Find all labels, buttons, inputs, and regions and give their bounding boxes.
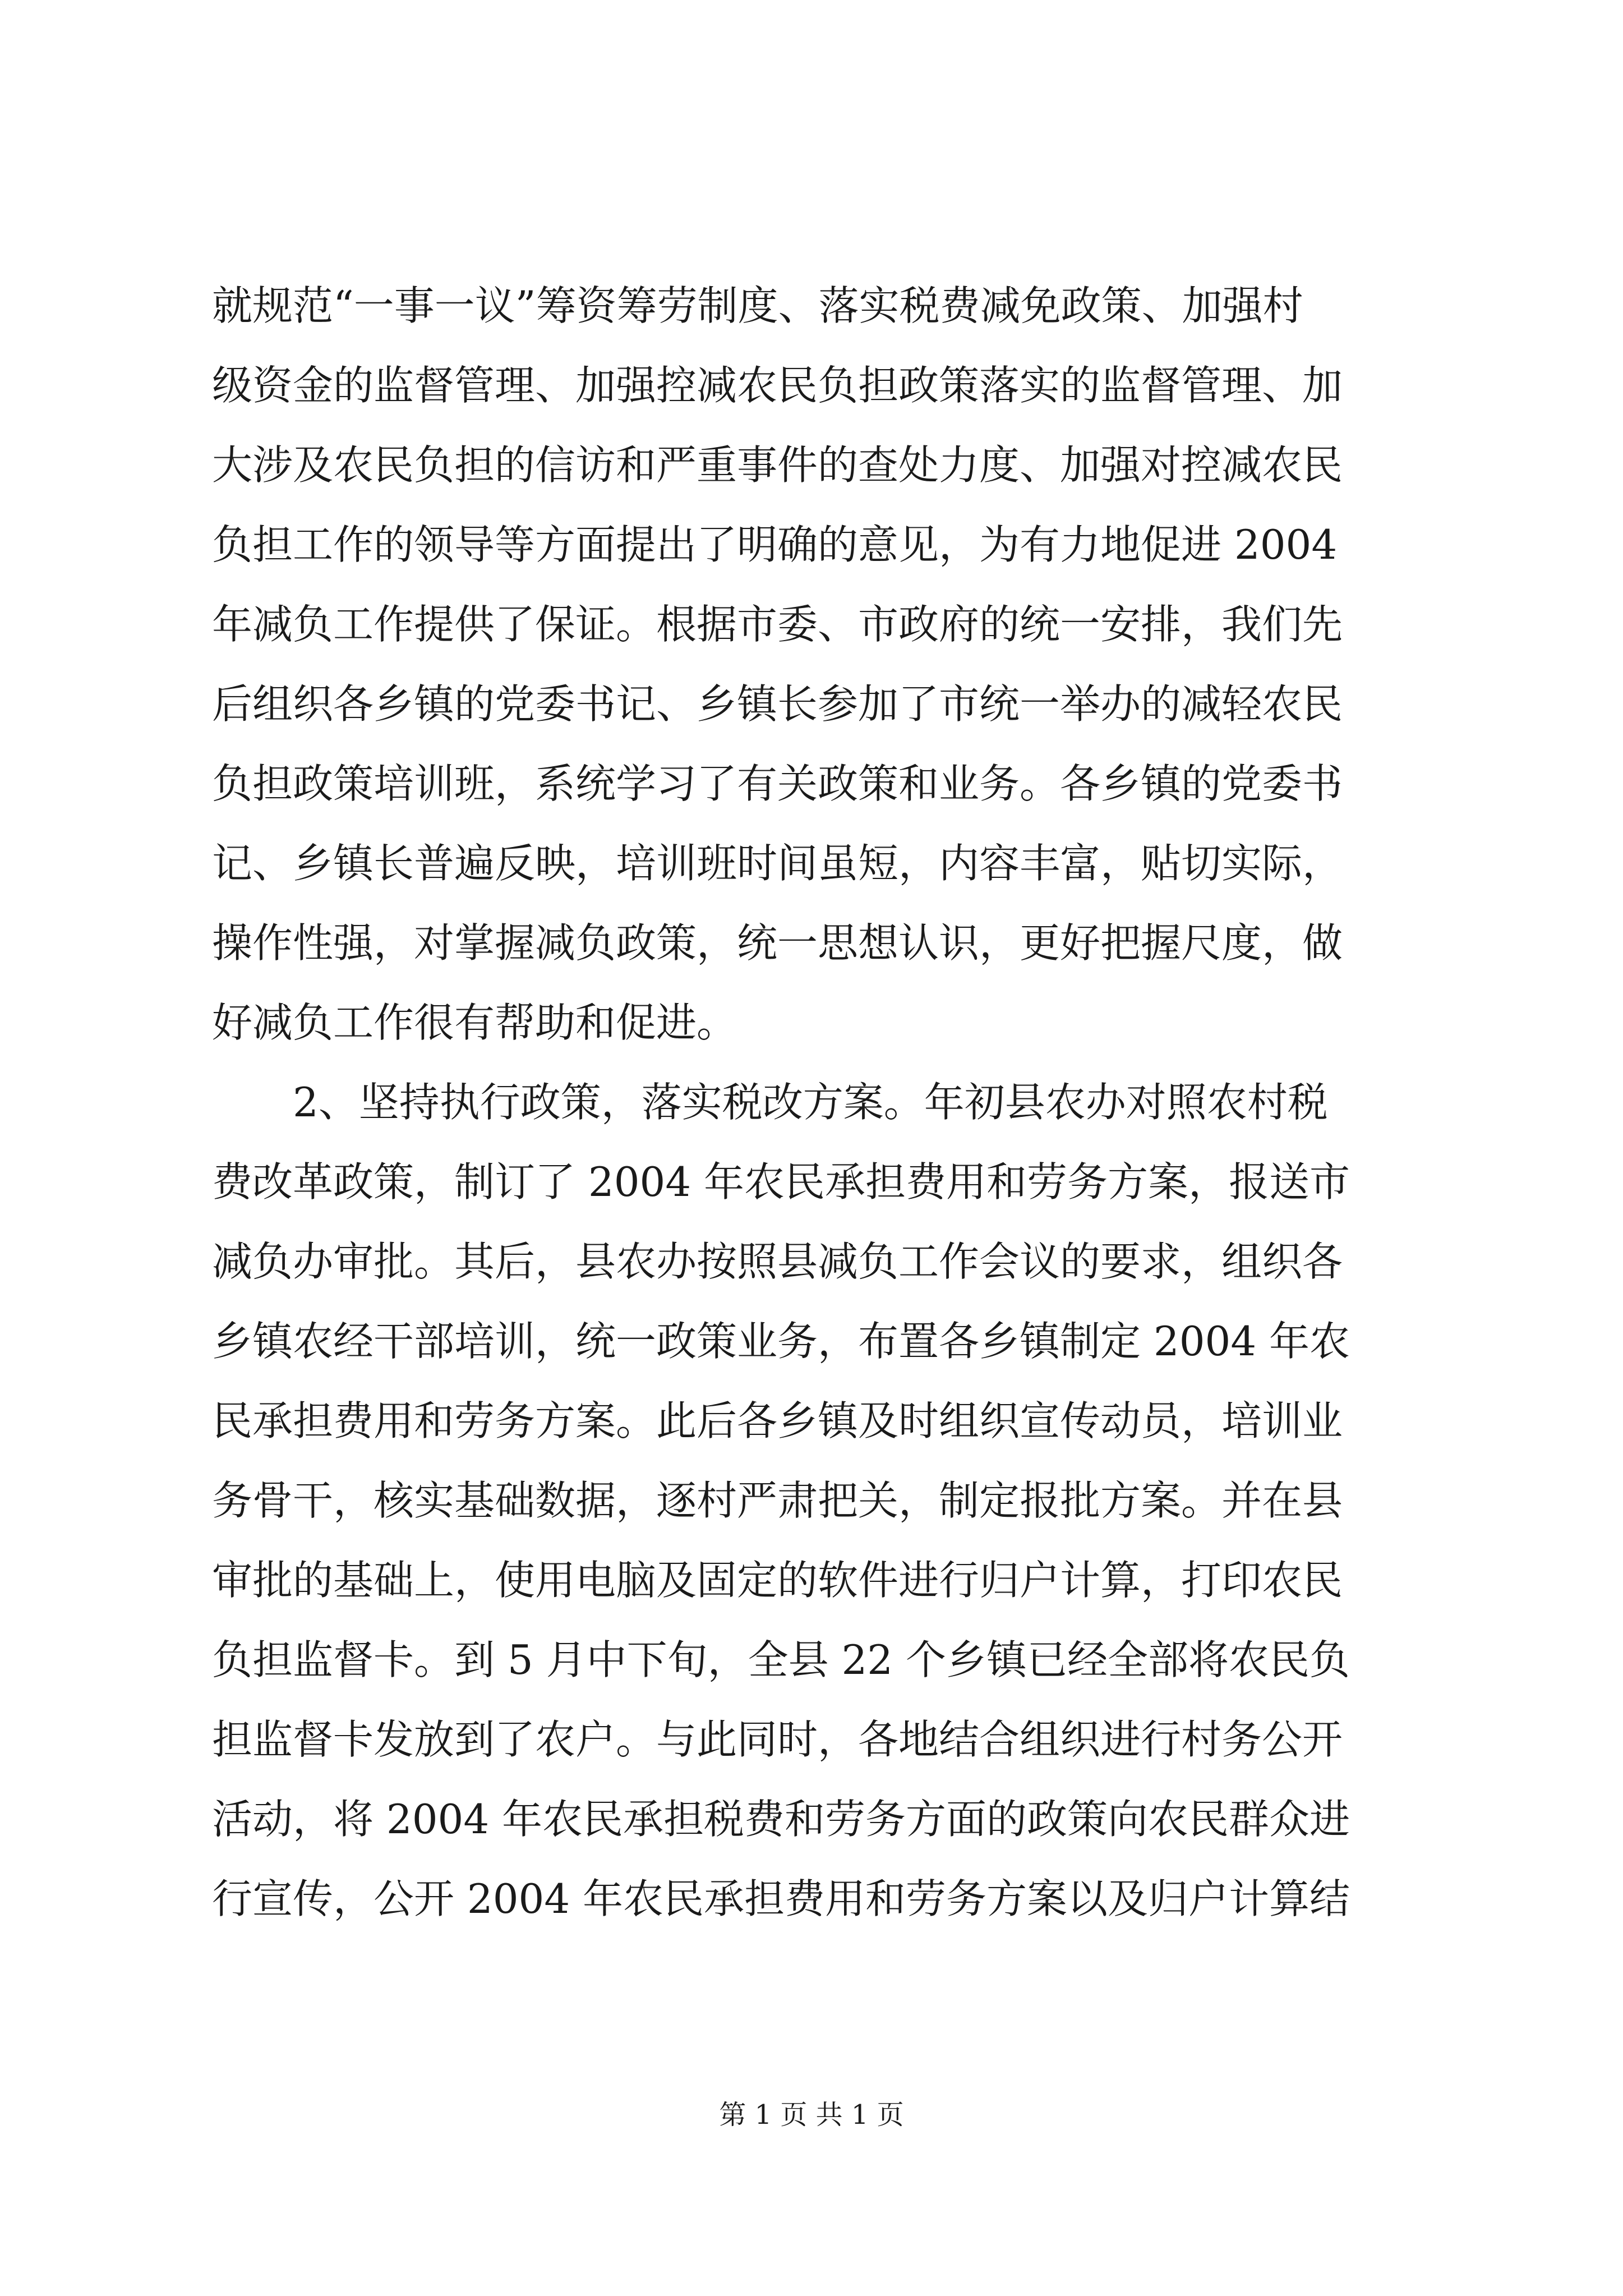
text-line: 乡镇农经干部培训，统一政策业务，布置各乡镇制定 2004 年农 [212,1318,1350,1365]
page-footer [0,2095,1623,2134]
text-line: 行宣传，公开 2004 年农民承担费用和劳务方案以及归户计算结 [212,1875,1350,1922]
text-line: 审批的基础上，使用电脑及固定的软件进行归户计算，打印农民 [212,1557,1343,1604]
text-line: 减负办审批。其后，县农办按照县减负工作会议的要求，组织各 [212,1238,1343,1285]
page-number-label: 第 1 页 共 1 页 [719,2099,904,2131]
text-line: 记、乡镇长普遍反映，培训班时间虽短，内容丰富，贴切实际， [212,840,1343,887]
text-line: 年减负工作提供了保证。根据市委、市政府的统一安排，我们先 [212,601,1343,648]
text-line: 好减负工作很有帮助和促进。 [212,999,737,1046]
text-line: 民承担费用和劳务方案。此后各乡镇及时组织宣传动员，培训业 [212,1397,1343,1444]
text-line: 费改革政策，制订了 2004 年农民承担费用和劳务方案，报送市 [212,1158,1350,1205]
text-line: 操作性强，对掌握减负政策，统一思想认识，更好把握尺度，做 [212,919,1343,967]
text-line: 2、坚持执行政策，落实税改方案。年初县农办对照农村税 [212,1079,1328,1126]
text-line: 后组织各乡镇的党委书记、乡镇长参加了市统一举办的减轻农民 [212,680,1343,728]
text-line: 活动，将 2004 年农民承担税费和劳务方面的政策向农民群众进 [212,1796,1350,1843]
text-line: 负担监督卡。到 5 月中下旬，全县 22 个乡镇已经全部将农民负 [212,1636,1350,1683]
text-line: 负担工作的领导等方面提出了明确的意见，为有力地促进 2004 [212,521,1338,568]
text-line: 就规范“一事一议”筹资筹劳制度、落实税费减免政策、加强村 [212,282,1303,329]
text-line: 负担政策培训班，系统学习了有关政策和业务。各乡镇的党委书 [212,760,1343,807]
text-line: 大涉及农民负担的信访和严重事件的查处力度、加强对控减农民 [212,441,1343,489]
text-line: 务骨干，核实基础数据，逐村严肃把关，制定报批方案。并在县 [212,1477,1343,1524]
text-line: 担监督卡发放到了农户。与此同时，各地结合组织进行村务公开 [212,1716,1343,1763]
text-line: 级资金的监督管理、加强控减农民负担政策落实的监督管理、加 [212,362,1343,409]
body-text [212,266,1412,1939]
